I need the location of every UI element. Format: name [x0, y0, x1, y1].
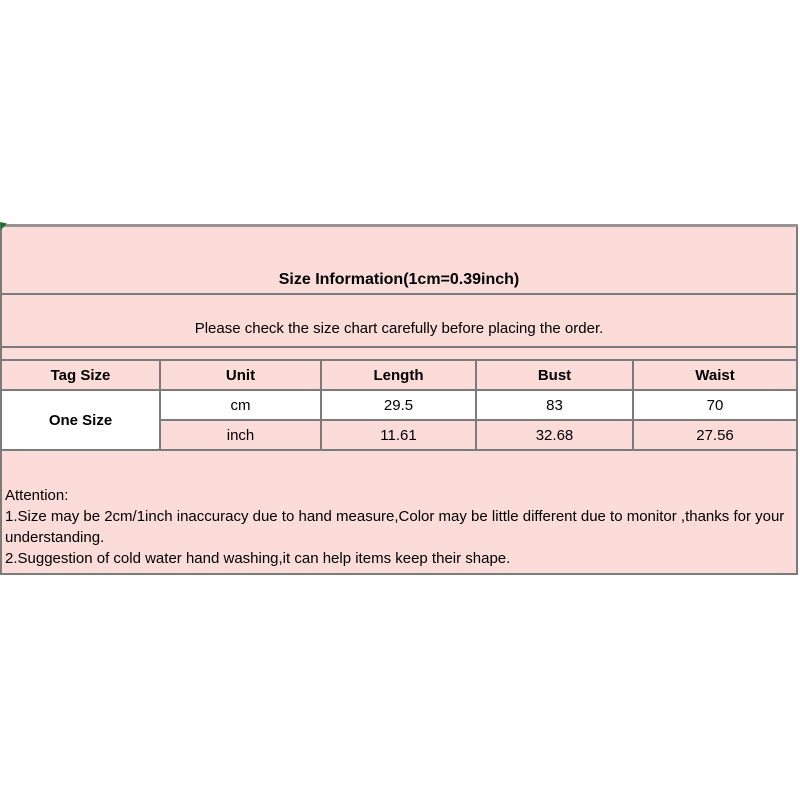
length-inch-value: 11.61 [321, 420, 476, 450]
spacer-cell [1, 347, 797, 360]
title-row [1, 226, 797, 295]
attention-row [1, 450, 797, 574]
col-header-tag-size: Tag Size [1, 360, 160, 390]
attention-line-2: 2.Suggestion of cold water hand washing,it can help items keep their shape. [5, 550, 511, 567]
spacer-row [1, 347, 797, 360]
attention-heading: Attention: [5, 487, 69, 504]
tag-size-value: One Size [1, 390, 160, 450]
unit-cm: cm [160, 390, 321, 420]
waist-inch-value: 27.56 [633, 420, 797, 450]
bust-inch-value: 32.68 [476, 420, 633, 450]
table-row-cm [1, 390, 797, 420]
subtitle-row [1, 294, 797, 347]
col-header-unit: Unit [160, 360, 321, 390]
attention-line-1: 1.Size may be 2cm/1inch inaccuracy due to hand measure,Color may be little different due to monitor ,thanks for your understanding. [5, 508, 785, 546]
waist-cm-value: 70 [633, 390, 797, 420]
size-chart-table [0, 224, 798, 575]
col-header-length: Length [321, 360, 476, 390]
size-info-title: Size Information(1cm=0.39inch) [1, 226, 797, 295]
col-header-waist: Waist [633, 360, 797, 390]
length-cm-value: 29.5 [321, 390, 476, 420]
size-chart-note: Please check the size chart carefully before placing the order. [1, 294, 797, 347]
col-header-bust: Bust [476, 360, 633, 390]
unit-inch: inch [160, 420, 321, 450]
attention-note [1, 450, 797, 574]
bust-cm-value: 83 [476, 390, 633, 420]
column-header-row [1, 360, 797, 390]
